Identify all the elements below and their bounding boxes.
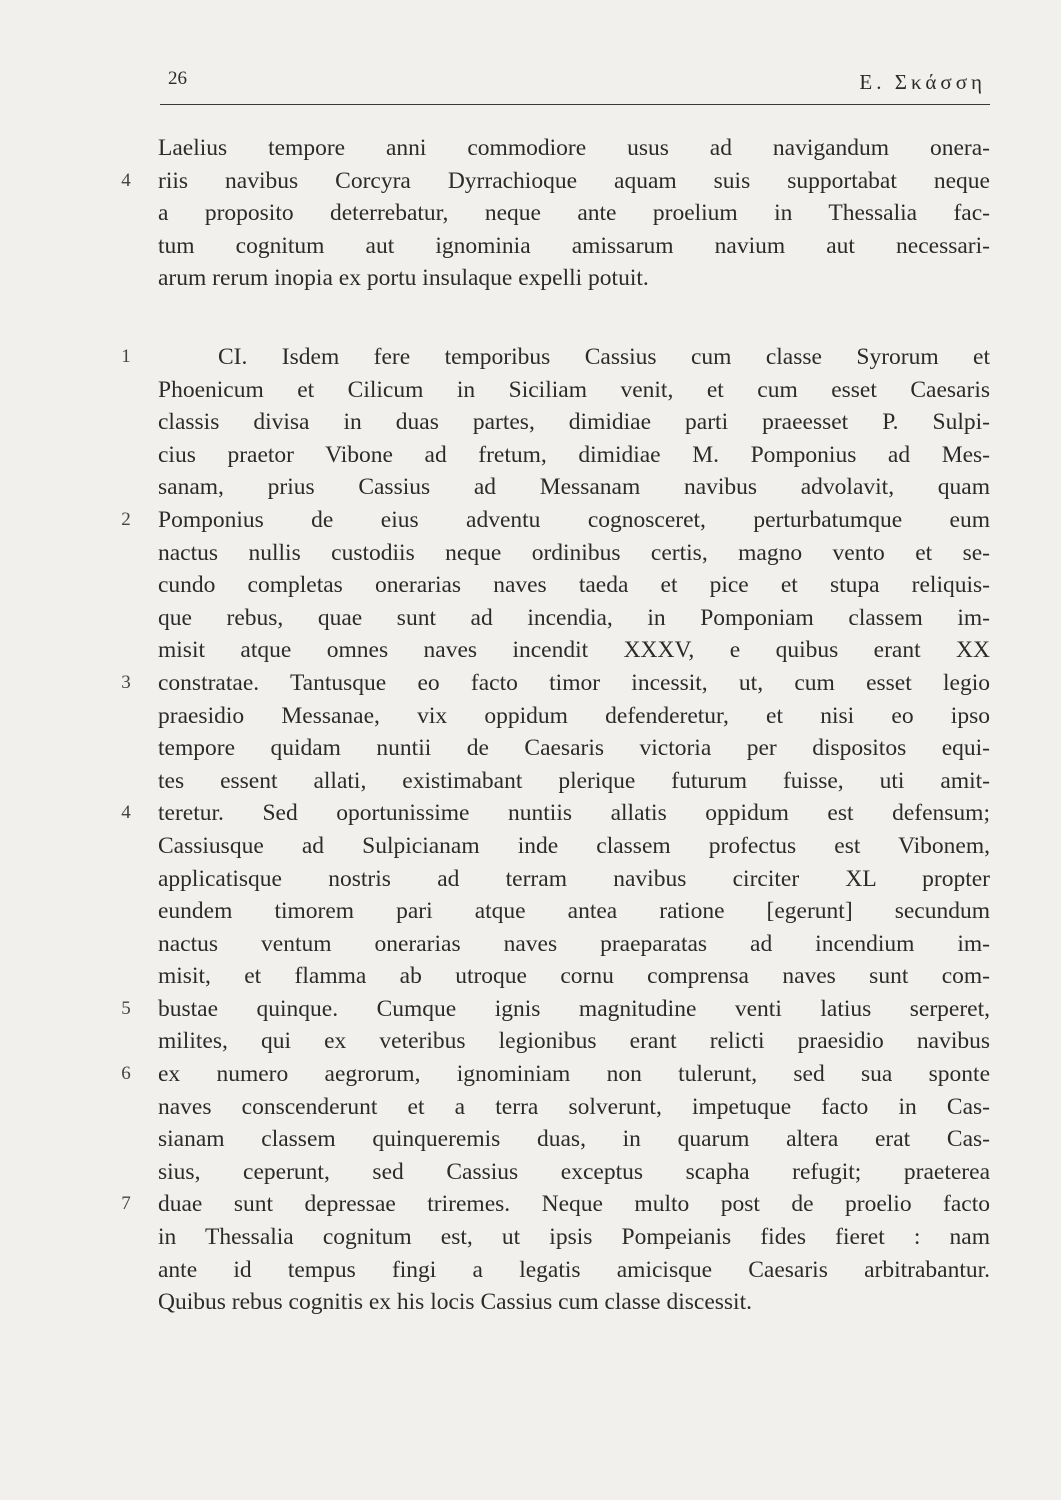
- line-text: duae sunt depressae triremes. Neque multo post de proelio facto: [158, 1191, 990, 1218]
- margin-section-number: 3: [121, 671, 131, 693]
- line-text: classis divisa in duas partes, dimidiae parti praeesset P. Sulpi-: [158, 409, 990, 436]
- line-text: riis navibus Corcyra Dyrrachioque aquam suis supportabat neque: [158, 167, 990, 194]
- text-line: [121, 1188, 990, 1221]
- margin-section-number: 1: [121, 346, 131, 367]
- line-text: tes essent allati, existimabant plerique futurum fuisse, uti amit-: [158, 767, 990, 794]
- line-text: a proposito deterrebatur, neque ante proelium in Thessalia fac-: [158, 200, 990, 227]
- paragraph-chapter-ci: [121, 341, 990, 1319]
- line-text: tum cognitum aut ignominia amissarum navium aut necessari-: [158, 232, 990, 259]
- margin-section-number: 5: [121, 997, 131, 1019]
- line-text: cundo completas onerarias naves taeda et pice et stupa reliquis-: [158, 572, 990, 599]
- text-line: [158, 1123, 990, 1156]
- line-text: misit atque omnes naves incendit XXXV, e quibus erant XX: [158, 637, 990, 664]
- margin-section-number: 7: [121, 1193, 131, 1215]
- text-line: [158, 960, 990, 993]
- line-text: sanam, prius Cassius ad Messanam navibus advolavit, quam: [158, 474, 990, 501]
- text-line: [158, 895, 990, 928]
- text-line: [158, 262, 990, 295]
- line-text: ex numero aegrorum, ignominiam non tulerunt, sed sua sponte: [158, 1061, 990, 1088]
- line-text: arum rerum inopia ex portu insulaque expelli potuit.: [158, 265, 649, 292]
- line-text: nactus ventum onerarias naves praeparatas ad incendium im-: [158, 930, 990, 957]
- header-author: Ε. Σκάσση: [859, 70, 986, 94]
- margin-section-number: 6: [121, 1063, 131, 1085]
- line-text: que rebus, quae sunt ad incendia, in Pomponiam classem im-: [158, 604, 990, 631]
- text-line: [158, 1091, 990, 1124]
- line-text: eundem timorem pari atque antea ratione [egerunt] secundum: [158, 898, 990, 925]
- line-text: in Thessalia cognitum est, ut ipsis Pompeianis fides fieret : nam: [158, 1224, 990, 1251]
- line-text: ante id tempus fingi a legatis amicisque Caesaris arbitrabantur.: [158, 1256, 990, 1283]
- line-text: constratae. Tantusque eo facto timor incessit, ut, cum esset legio: [158, 669, 990, 696]
- text-line: [158, 569, 990, 602]
- line-text: bustae quinque. Cumque ignis magnitudine venti latius serperet,: [158, 995, 990, 1022]
- text-line: [158, 132, 990, 165]
- line-text: milites, qui ex veteribus legionibus erant relicti praesidio navibus: [158, 1028, 990, 1055]
- paragraph-chapter-c-end: [121, 132, 990, 295]
- line-text: Pomponius de eius adventu cognosceret, perturbatumque eum: [158, 506, 990, 533]
- text-line: [158, 1254, 990, 1287]
- line-text: Laelius tempore anni commodiore usus ad navigandum onera-: [158, 135, 990, 161]
- line-text: CI. Isdem fere temporibus Cassius cum classe Syrorum et: [218, 344, 990, 370]
- text-line: [121, 797, 990, 830]
- text-line: [158, 700, 990, 733]
- line-text: cius praetor Vibone ad fretum, dimidiae M. Pomponius ad Mes-: [158, 441, 990, 468]
- text-line: [158, 765, 990, 798]
- margin-section-number: 4: [121, 169, 131, 191]
- text-line: [158, 863, 990, 896]
- text-line: [158, 1156, 990, 1189]
- text-line: [158, 406, 990, 439]
- text-line: [158, 1221, 990, 1254]
- text-line: [158, 830, 990, 863]
- line-text: sius, ceperunt, sed Cassius exceptus scapha refugit; praeterea: [158, 1158, 990, 1185]
- text-line: [158, 1286, 990, 1319]
- text-line: [158, 439, 990, 472]
- text-line: [121, 165, 990, 198]
- header-rule: [160, 104, 990, 105]
- line-text: naves conscenderunt et a terra solverunt, impetuque facto in Cas-: [158, 1093, 990, 1120]
- line-text: tempore quidam nuntii de Caesaris victoria per dispositos equi-: [158, 735, 990, 762]
- margin-section-number: 4: [121, 802, 131, 824]
- text-line: [121, 667, 990, 700]
- margin-section-number: 2: [121, 508, 131, 530]
- line-text: applicatisque nostris ad terram navibus circiter XL propter: [158, 865, 990, 892]
- text-line: [121, 504, 990, 537]
- line-text: Cassiusque ad Sulpicianam inde classem profectus est Vibonem,: [158, 832, 990, 859]
- line-text: nactus nullis custodiis neque ordinibus certis, magno vento et se-: [158, 539, 990, 566]
- text-line: [158, 230, 990, 263]
- text-line: [158, 471, 990, 504]
- text-line: [158, 732, 990, 765]
- line-text: Quibus rebus cognitis ex his locis Cassius cum classe discessit.: [158, 1289, 752, 1316]
- line-text: teretur. Sed oportunissime nuntiis allatis oppidum est defensum;: [158, 800, 990, 827]
- line-text: sianam classem quinqueremis duas, in quarum altera erat Cas-: [158, 1126, 990, 1153]
- text-line: [158, 374, 990, 407]
- text-line: [158, 197, 990, 230]
- text-line: [121, 993, 990, 1026]
- line-text: praesidio Messanae, vix oppidum defenderetur, et nisi eo ipso: [158, 702, 990, 729]
- text-line: [121, 1058, 990, 1091]
- text-line: [158, 928, 990, 961]
- text-line: [158, 634, 990, 667]
- line-text: Phoenicum et Cilicum in Siciliam venit, et cum esset Caesaris: [158, 376, 990, 403]
- page-number: 26: [168, 68, 187, 89]
- line-text: misit, et flamma ab utroque cornu comprensa naves sunt com-: [158, 963, 990, 990]
- text-line: [158, 1025, 990, 1058]
- text-line: [121, 341, 990, 374]
- running-head: [160, 68, 990, 98]
- text-line: [158, 537, 990, 570]
- text-line: [158, 602, 990, 635]
